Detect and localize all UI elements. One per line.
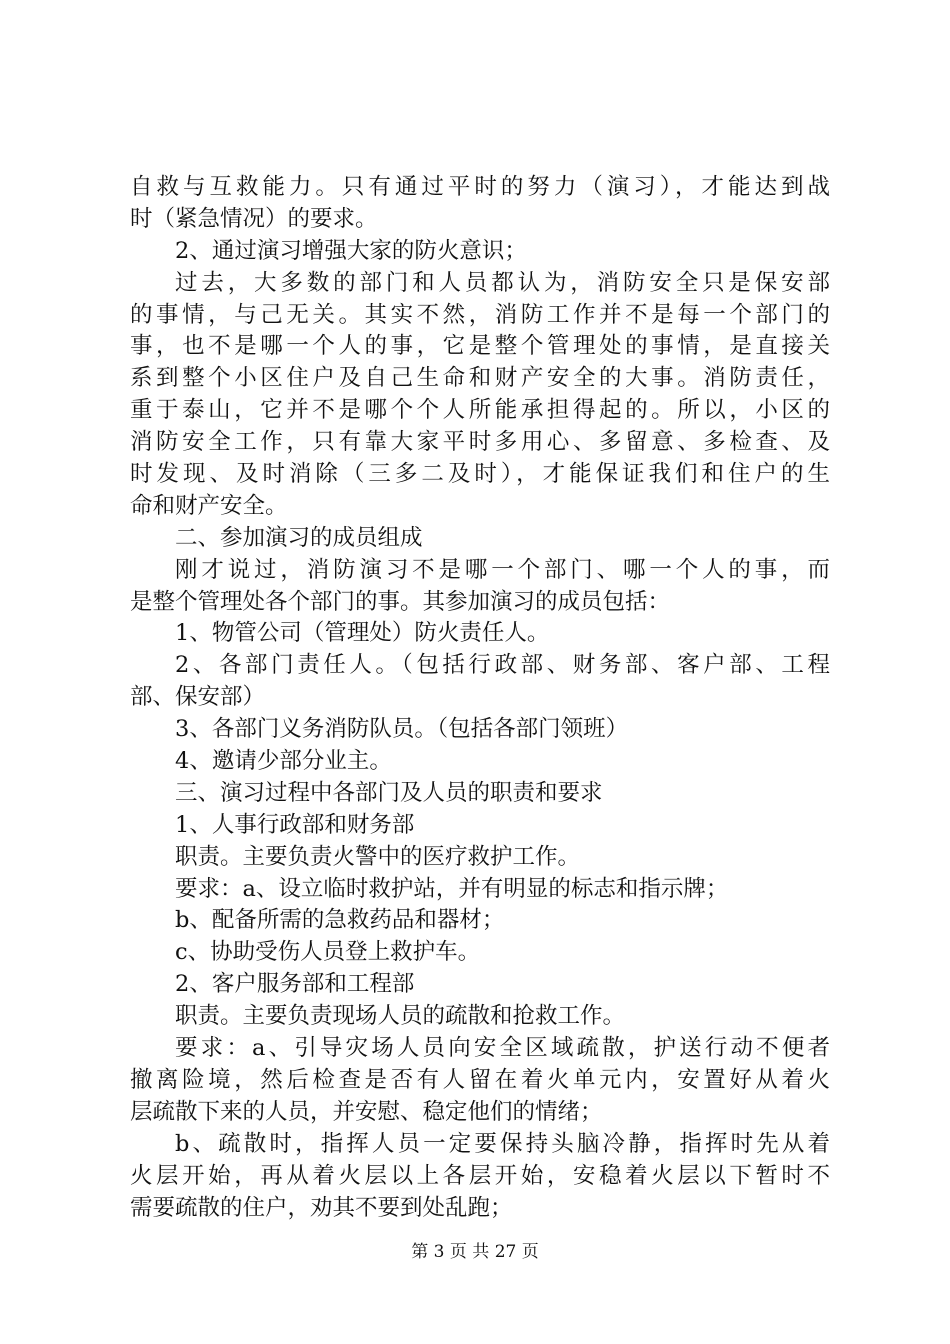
text-line: 命和财产安全。: [130, 492, 288, 519]
section-heading: 2、通过演习增强大家的防火意识；: [175, 237, 527, 264]
text-line: 系到整个小区住户及自己生命和财产安全的大事。消防责任，: [130, 365, 830, 392]
text-line: 事，也不是哪一个人的事，它是整个管理处的事情，是直接关: [130, 333, 830, 360]
list-item: 2、各部门责任人。（包括行政部、财务部、客户部、工程: [175, 652, 830, 679]
text-line: 刚才说过，消防演习不是哪一个部门、哪一个人的事，而: [175, 556, 830, 583]
page-number: 第 3 页 共 27 页: [411, 1242, 539, 1262]
text-line: 时发现、及时消除（三多二及时），才能保证我们和住户的生: [130, 461, 830, 488]
list-item: c、协助受伤人员登上救护车。: [175, 939, 481, 966]
list-item: 1、物管公司（管理处）防火责任人。: [175, 620, 550, 647]
text-line: 职责。主要负责火警中的医疗救护工作。: [175, 843, 581, 870]
text-line: 要求：a、设立临时救护站，并有明显的标志和指示牌；: [175, 875, 729, 902]
text-line: 是整个管理处各个部门的事。其参加演习的成员包括：: [130, 588, 671, 615]
text-line: 职责。主要负责现场人员的疏散和抢救工作。: [175, 1003, 626, 1030]
document-body: [130, 172, 830, 1224]
text-line: 部、保安部）: [130, 684, 266, 711]
text-line: 消防安全工作，只有靠大家平时多用心、多留意、多检查、及: [130, 429, 830, 456]
subsection-heading: 1、人事行政部和财务部: [175, 811, 415, 838]
text-line: 时（紧急情况）的要求。: [130, 205, 378, 232]
text-line: 自救与互救能力。只有通过平时的努力（演习），才能达到战: [130, 174, 830, 200]
text-line: 的事情，与己无关。其实不然，消防工作并不是每一个部门的: [130, 301, 830, 328]
text-line: 要求：a、引导灾场人员向安全区域疏散，护送行动不便者: [175, 1035, 830, 1062]
text-line: 火层开始，再从着火层以上各层开始，安稳着火层以下暂时不: [130, 1162, 830, 1189]
subsection-heading: 2、客户服务部和工程部: [175, 971, 415, 998]
section-heading: 二、参加演习的成员组成: [175, 524, 423, 551]
text-line: 层疏散下来的人员，并安慰、稳定他们的情绪；: [130, 1098, 603, 1125]
text-line: 重于泰山，它并不是哪个个人所能承担得起的。所以，小区的: [130, 397, 830, 424]
list-item: b、配备所需的急救药品和器材；: [175, 907, 505, 934]
text-line: b、疏散时，指挥人员一定要保持头脑冷静，指挥时先从着: [175, 1130, 830, 1157]
text-line: 需要疏散的住户，劝其不要到处乱跑；: [130, 1194, 513, 1221]
text-line: 撤离险境，然后检查是否有人留在着火单元内，安置好从着火: [130, 1066, 830, 1093]
list-item: 3、各部门义务消防队员。（包括各部门领班）: [175, 716, 629, 743]
list-item: 4、邀请少部分业主。: [175, 748, 392, 775]
text-line: 过去，大多数的部门和人员都认为，消防安全只是保安部: [175, 269, 830, 296]
section-heading: 三、演习过程中各部门及人员的职责和要求: [175, 779, 603, 806]
